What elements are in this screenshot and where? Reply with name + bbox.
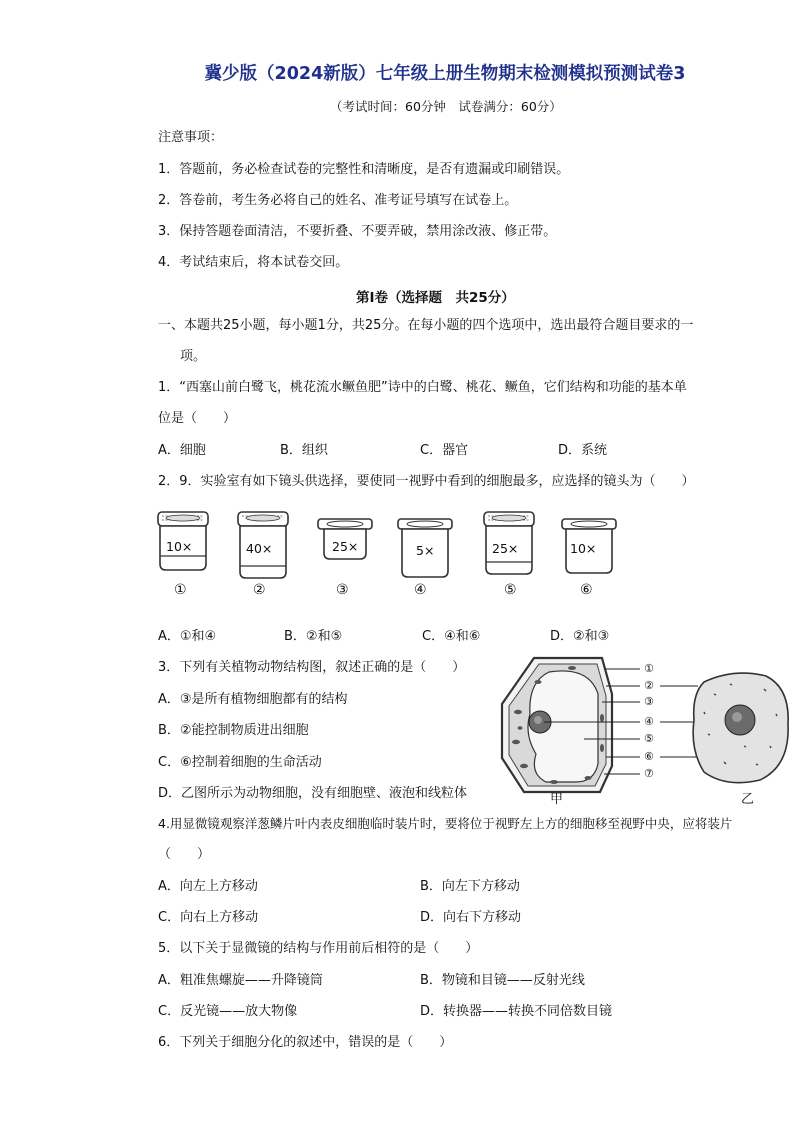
note-item: 1．答题前，务必检查试卷的完整性和清晰度，是否有遗漏或印刷错误。 — [158, 162, 570, 177]
lens-5-magnification: 25× — [492, 541, 519, 556]
cell-label-4: ④ — [644, 715, 654, 728]
note-item: 4．考试结束后，将本试卷交回。 — [158, 255, 349, 270]
figure-label-jia: 甲 — [550, 792, 564, 807]
plant-cell — [502, 658, 612, 792]
q2-option-c[interactable]: C．④和⑥ — [422, 629, 481, 644]
question-4-stem: 4.用显微镜观察洋葱鳞片叶内表皮细胞临时装片时，要将位于视野左上方的细胞移至视野中央，应将装片 — [158, 816, 733, 831]
lens-4-number: ④ — [414, 582, 427, 598]
question-2-stem: 2．9．实验室有如下镜头供选择，要使同一视野中看到的细胞最多，应选择的镜头为（ ） — [158, 474, 695, 489]
lens-2-magnification: 40× — [246, 541, 273, 556]
q3-option-d[interactable]: D．乙图所示为动物细胞，没有细胞壁、液泡和线粒体 — [158, 786, 468, 801]
question-3-stem: 3．下列有关植物动物结构图，叙述正确的是（ ） — [158, 660, 466, 675]
lens-5-number: ⑤ — [504, 582, 517, 598]
q1-option-b[interactable]: B．组织 — [280, 443, 328, 458]
cell-label-2: ② — [644, 679, 654, 692]
q1-option-d[interactable]: D．系统 — [558, 443, 608, 458]
lens-2-number: ② — [253, 582, 266, 598]
exam-info: （考试时间：60分钟 试卷满分：60分） — [330, 99, 562, 114]
q3-option-a[interactable]: A．③是所有植物细胞都有的结构 — [158, 692, 348, 707]
figure-label-yi: 乙 — [741, 792, 755, 807]
question-4-stem-cont: （ ） — [158, 847, 211, 862]
cell-label-1: ① — [644, 662, 654, 675]
cell-label-3: ③ — [644, 695, 654, 708]
q4-option-c[interactable]: C．向右上方移动 — [158, 910, 259, 925]
q1-option-c[interactable]: C．器官 — [420, 443, 469, 458]
section-intro: 一、本题共25小题，每小题1分，共25分。在每小题的四个选项中，选出最符合题目要求的一 — [158, 318, 694, 333]
q5-option-c[interactable]: C．反光镜——放大物像 — [158, 1004, 298, 1019]
lens-6-number: ⑥ — [580, 582, 593, 598]
q4-option-d[interactable]: D．向右下方移动 — [420, 910, 522, 925]
q1-option-a[interactable]: A．细胞 — [158, 443, 206, 458]
q5-option-a[interactable]: A．粗准焦螺旋——升降镜筒 — [158, 973, 323, 988]
q2-option-a[interactable]: A．①和④ — [158, 629, 217, 644]
q2-option-d[interactable]: D．②和③ — [550, 629, 610, 644]
lens-3-magnification: 25× — [332, 539, 359, 554]
lens-4-magnification: 5× — [416, 543, 435, 558]
cell-structure-figure — [494, 654, 792, 804]
q5-option-d[interactable]: D．转换器——转换不同倍数目镜 — [420, 1004, 613, 1019]
question-5-stem: 5．以下关于显微镜的结构与作用前后相符的是（ ） — [158, 941, 479, 956]
section-title: 第Ⅰ卷（选择题 共25分） — [356, 290, 515, 306]
lens-1-magnification: 10× — [166, 539, 193, 554]
q3-option-b[interactable]: B．②能控制物质进出细胞 — [158, 723, 309, 738]
cell-label-6: ⑥ — [644, 750, 654, 763]
cell-label-7: ⑦ — [644, 767, 654, 780]
page-title: 冀少版（2024新版）七年级上册生物期末检测模拟预测试卷3 — [204, 64, 686, 84]
question-1-stem: 1．“西塞山前白鹭飞，桃花流水鳜鱼肥”诗中的白鹭、桃花、鳜鱼，它们结构和功能的基本单 — [158, 380, 687, 395]
q3-option-c[interactable]: C．⑥控制着细胞的生命活动 — [158, 755, 322, 770]
question-1-stem-cont: 位是（ ） — [158, 411, 237, 426]
note-item: 3．保持答题卷面清洁，不要折叠、不要弄破，禁用涂改液、修正带。 — [158, 224, 557, 239]
animal-cell — [693, 673, 788, 783]
q4-option-a[interactable]: A．向左上方移动 — [158, 879, 258, 894]
question-6-stem: 6．下列关于细胞分化的叙述中，错误的是（ ） — [158, 1035, 453, 1050]
section-intro-cont: 项。 — [180, 349, 207, 364]
q2-option-b[interactable]: B．②和⑤ — [284, 629, 343, 644]
notes-heading: 注意事项： — [158, 130, 224, 145]
lens-3-number: ③ — [336, 582, 349, 598]
q5-option-b[interactable]: B．物镜和目镜——反射光线 — [420, 973, 585, 988]
lens-6-magnification: 10× — [570, 541, 597, 556]
cell-label-5: ⑤ — [644, 732, 654, 745]
note-item: 2．答卷前，考生务必将自己的姓名、准考证号填写在试卷上。 — [158, 193, 518, 208]
lens-1-number: ① — [174, 582, 187, 598]
q4-option-b[interactable]: B．向左下方移动 — [420, 879, 520, 894]
